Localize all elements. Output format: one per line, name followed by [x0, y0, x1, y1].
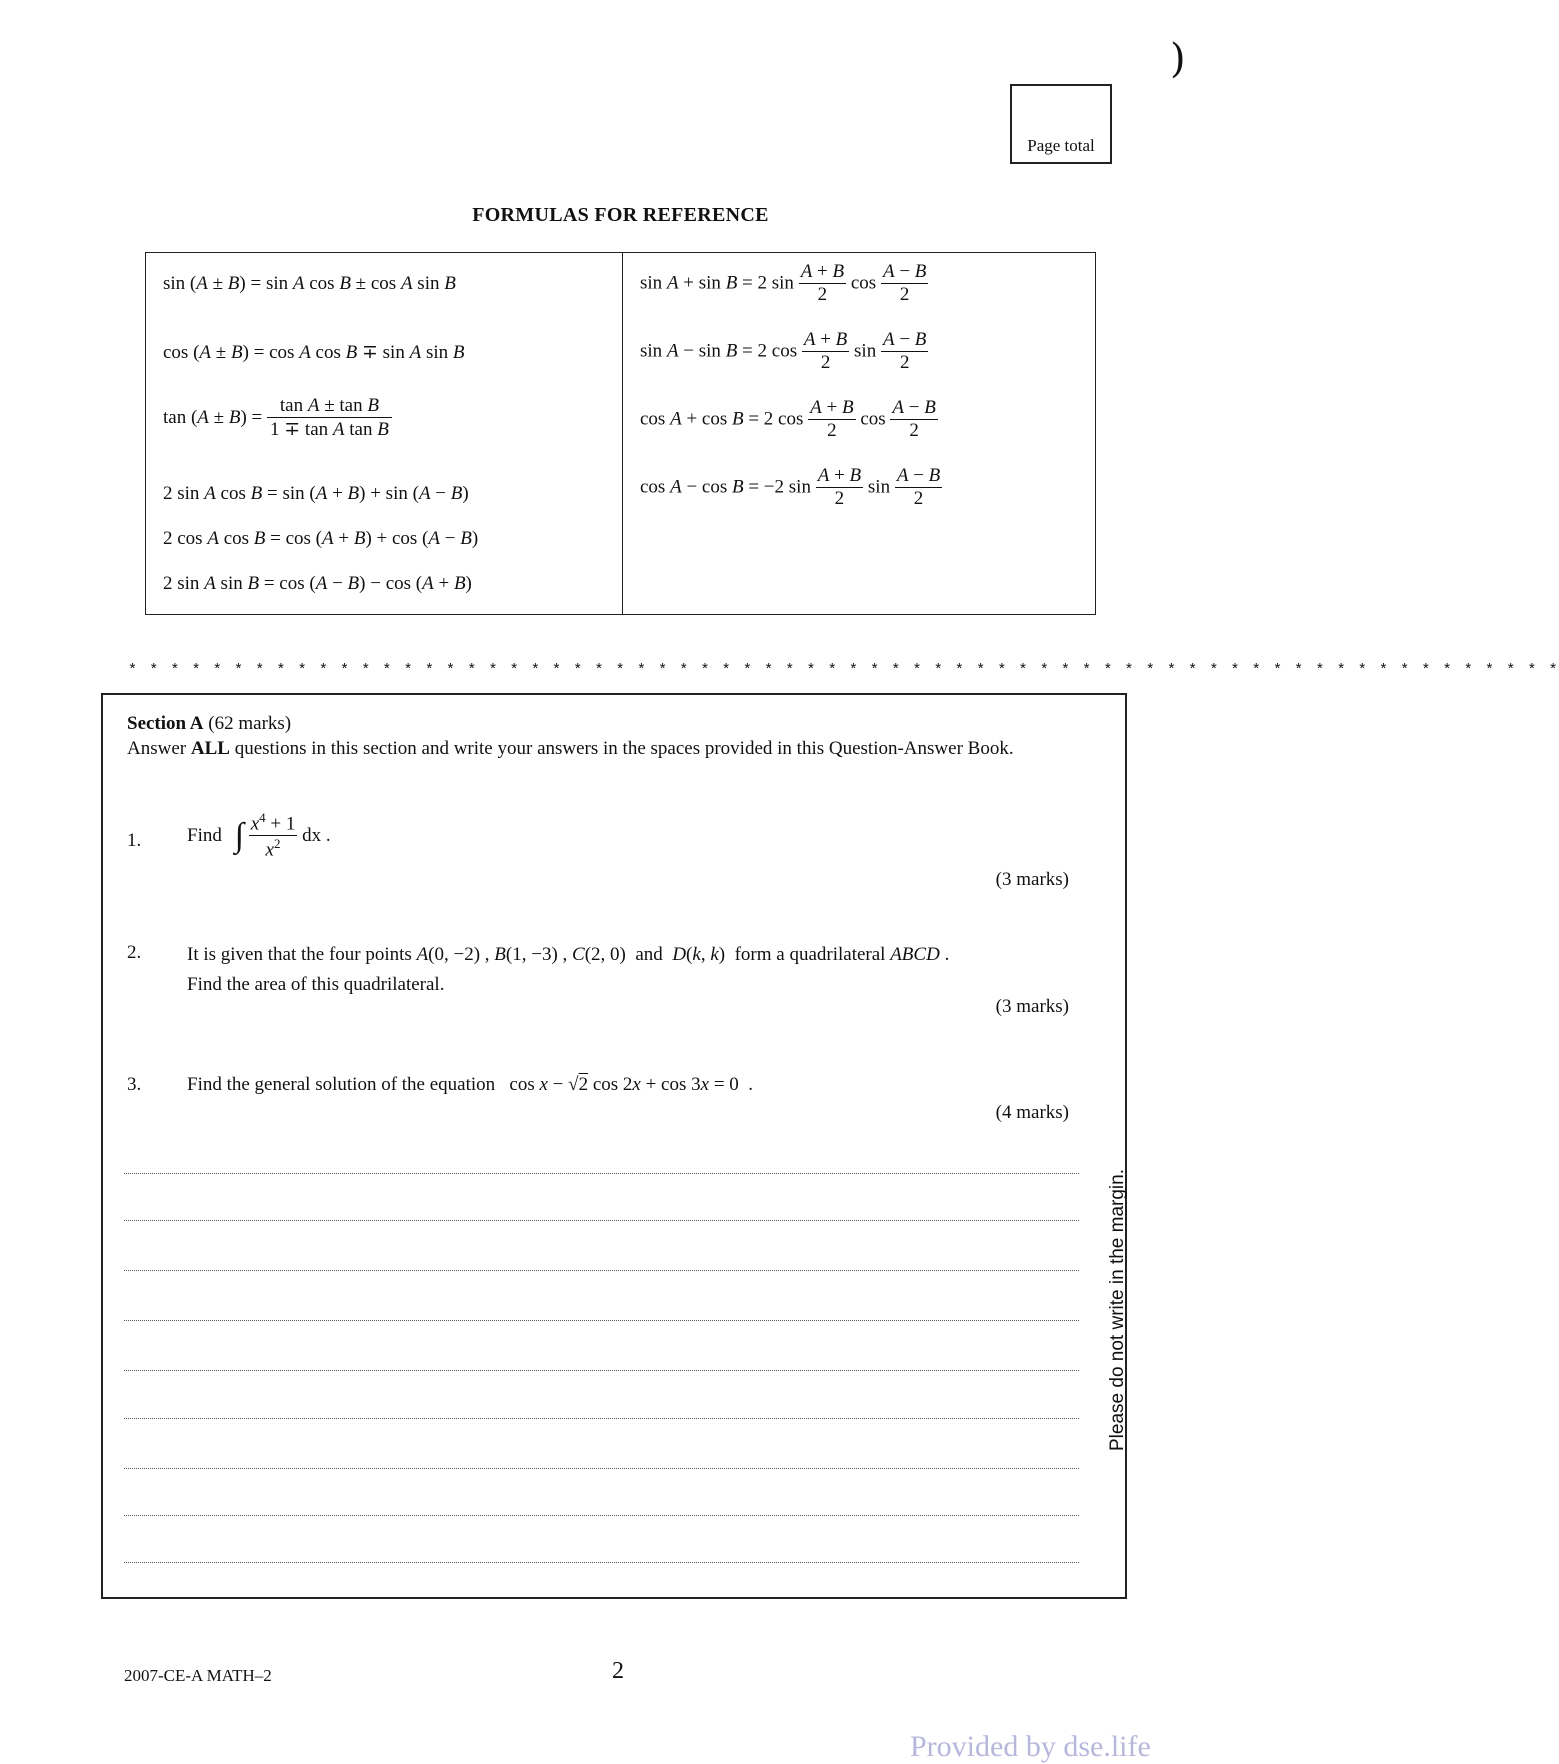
formula-2cosAcosB: 2 cos A cos B = cos (A + B) + cos (A − B)	[163, 528, 479, 549]
page-total-label: Page total	[1027, 136, 1095, 155]
answer-line[interactable]	[124, 1220, 1079, 1221]
page-total-box[interactable]	[1010, 84, 1112, 164]
answer-line[interactable]	[124, 1418, 1079, 1419]
answer-line[interactable]	[124, 1370, 1079, 1371]
question-1-number: 1.	[127, 830, 142, 851]
formula-tan-sum: tan (A ± B) = $\frac{\text{tan A ± tan B}}{\text{1 ∓ tan A tan B}}$	[163, 395, 392, 441]
formula-2sinAcosB: 2 sin A cos B = sin (A + B) + sin (A − B)	[163, 483, 469, 504]
question-1-marks: (3 marks)	[995, 869, 1069, 890]
answer-line[interactable]	[124, 1562, 1079, 1563]
question-3-text: Find the general solution of the equation cos x − √2 cos 2x + cos 3x = 0 .	[187, 1074, 754, 1095]
section-title: Section A	[127, 713, 204, 734]
section-heading	[127, 713, 291, 735]
formula-sin-sum: sin (A ± B) = sin A cos B ± cos A sin B	[163, 273, 456, 294]
formula-cos-sum: cos (A ± B) = cos A cos B ∓ sin A sin B	[163, 342, 465, 363]
answer-line[interactable]	[124, 1320, 1079, 1321]
formulas-table	[145, 252, 1096, 615]
page-number: 2	[612, 1658, 624, 1684]
answer-line[interactable]	[124, 1173, 1079, 1174]
formulas-divider	[622, 253, 623, 614]
formula-sinA-plus-sinB: sin A + sin B = 2 sin $\frac{A + B}{2}$ cos $\frac{A - B}{2}$	[640, 261, 927, 305]
question-2-marks: (3 marks)	[995, 996, 1069, 1017]
star-separator: * * * * * * * * * * * * * * * * * * * * * * * * * * * * * * * * * * * * * * * * * * * * * * * * * * * * * * * * * * * * * * * * * * * *	[128, 662, 1559, 679]
formula-cosA-plus-cosB: cos A + cos B = 2 cos $\frac{A + B}{2}$ cos $\frac{A - B}{2}$	[640, 397, 936, 441]
answer-line[interactable]	[124, 1515, 1079, 1516]
formula-sinA-minus-sinB: sin A − sin B = 2 cos $\frac{A + B}{2}$ sin $\frac{A - B}{2}$	[640, 329, 927, 373]
instruction-text-before: Answer	[127, 738, 191, 759]
paper-code: 2007-CE-A MATH–2	[124, 1666, 272, 1685]
formulas-title: FORMULAS FOR REFERENCE	[472, 204, 769, 226]
question-3-marks: (4 marks)	[995, 1102, 1069, 1123]
question-2-text: It is given that the four points A(0, −2) , B(1, −3) , C(2, 0) and D(k, k) form a quadrilateral ABCD . Find the area of this quadrilateral.	[187, 944, 950, 995]
question-1-text: Find ∫ $\frac{x^4 + 1}{x^2}$ dx .	[187, 810, 331, 861]
section-instruction	[127, 737, 1087, 761]
formula-2sinAsinB: 2 sin A sin B = cos (A − B) − cos (A + B)	[163, 573, 472, 594]
margin-note: Please do not write in the margin.	[1107, 1169, 1128, 1451]
question-3-number: 3.	[127, 1074, 142, 1095]
corner-mark: )	[1170, 36, 1186, 82]
formula-cosA-minus-cosB: cos A − cos B = −2 sin $\frac{A + B}{2}$ sin $\frac{A - B}{2}$	[640, 465, 941, 509]
question-2-number: 2.	[127, 942, 142, 963]
instruction-text-after: questions in this section and write your answers in the spaces provided in this Question-Answer Book.	[229, 738, 1014, 759]
answer-line[interactable]	[124, 1468, 1079, 1469]
answer-line[interactable]	[124, 1270, 1079, 1271]
instruction-text-bold: ALL	[190, 738, 230, 759]
section-marks: (62 marks)	[208, 713, 292, 734]
watermark: Provided by dse.life	[910, 1730, 1151, 1763]
